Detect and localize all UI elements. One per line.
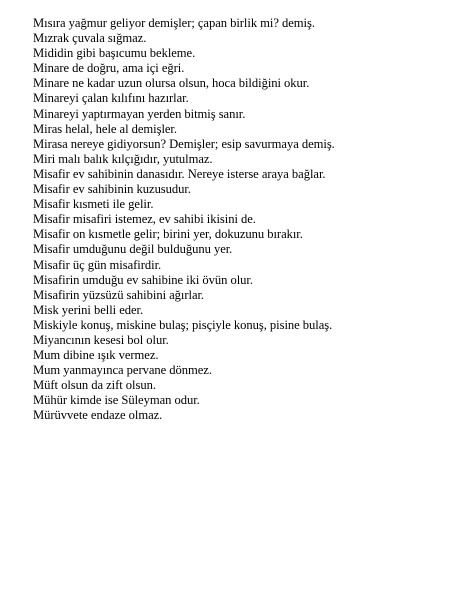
proverb-line: Misafir üç gün misafirdir. [33,257,162,272]
proverb-line: Minareyi çalan kılıfını hazırlar. [33,91,189,106]
proverb-line: Minare ne kadar uzun olursa olsun, hoca bildiğini okur. [33,76,310,91]
proverb-line: Misafir on kısmetle gelir; birini yer, dokuzunu bırakır. [33,227,303,242]
proverb-line: Misafir ev sahibinin kuzusudur. [33,182,191,197]
proverb-line: Misafir kısmeti ile gelir. [33,197,154,212]
proverb-line: Minare de doğru, ama içi eğri. [33,61,185,76]
proverb-line: Mısıra yağmur geliyor demişler; çapan birlik mi? demiş. [33,16,315,30]
proverb-line: Mirasa nereye gidiyorsun? Demişler; esip savurmaya demiş. [33,136,335,151]
proverb-line: Mürüvvete endaze olmaz. [33,408,163,423]
proverb-line: Mızrak çuvala sığmaz. [33,31,147,46]
proverb-line: Mum dibine ışık vermez. [33,348,159,363]
proverb-line: Misafirin yüzsüzü sahibini ağırlar. [33,287,205,302]
proverb-line: Misafirin umduğu ev sahibine iki övün olur. [33,272,253,287]
proverb-line: Müft olsun da zift olsun. [33,378,156,393]
proverb-line: Miri malı balık kılçığıdır, yutulmaz. [33,151,213,166]
proverb-line: Mum yanmayınca pervane dönmez. [33,363,212,378]
proverb-line: Miskiyle konuş, miskine bulaş; pisçiyle konuş, pisine bulaş. [33,317,333,332]
proverb-line: Miyancının kesesi bol olur. [33,332,169,347]
proverb-line: Minareyi yaptırmayan yerden bitmiş sanır. [33,106,246,121]
proverb-line: Misk yerini belli eder. [33,302,144,317]
proverb-line: Misafir misafiri istemez, ev sahibi ikisini de. [33,212,256,227]
proverb-line: Miras helal, hele al demişler. [33,121,177,136]
proverb-line: Mididin gibi başıcumu bekleme. [33,46,196,61]
proverb-list [33,16,449,424]
proverb-line: Mühür kimde ise Süleyman odur. [33,393,200,408]
proverb-line: Misafir ev sahibinin danasıdır. Nereye isterse araya bağlar. [33,166,326,181]
proverb-line: Misafir umduğunu değil bulduğunu yer. [33,242,233,257]
